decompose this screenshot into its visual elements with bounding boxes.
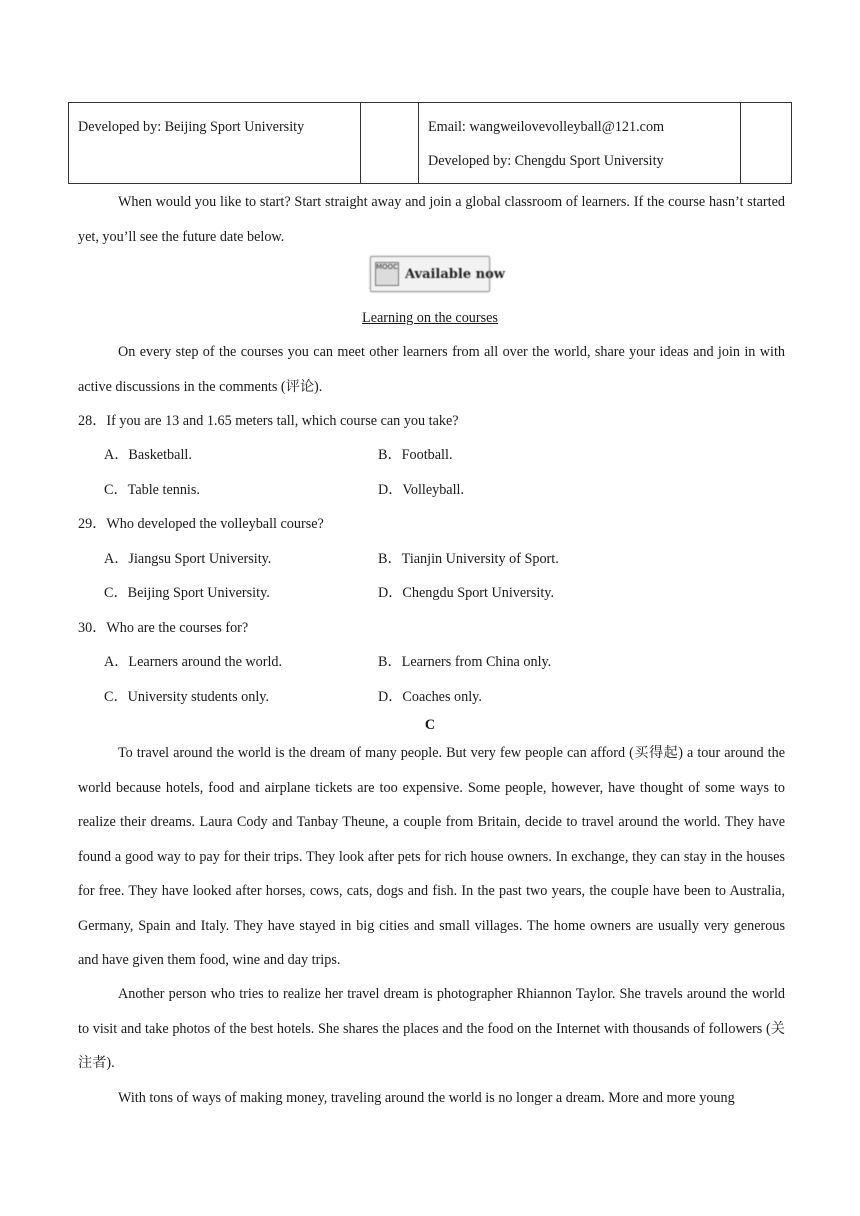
question-29: 29．Who developed the volleyball course? [78, 516, 324, 532]
table-cell-empty [741, 103, 792, 184]
passage-paragraph-1: To travel around the world is the dream of many people. But very few people can afford (买得起) a tour around the world because hotels, food and airplane tickets are too expensive. Some people, however, have thought of some ways to realize their dreams. Laura Cody and Tanbay Theune, a couple from Britain, decide to travel around the world. They have found a good way to pay for their trips. They look after pets for rich house owners. In exchange, they can stay in the houses for free. They have looked after horses, cows, cats, dogs and fish. In the past two years, the couple have been to Australia, Germany, Spain and Italy. They have stayed in big cities and small villages. The home owners are usually very generous and have given them food, wine and day trips. [78, 745, 785, 968]
course-info-table [68, 102, 792, 184]
available-now-badge[interactable] [370, 256, 505, 292]
option-a: A．Jiangsu Sport University. [104, 551, 272, 567]
option-a: A．Learners around the world. [104, 654, 283, 670]
table-cell-empty [361, 103, 419, 184]
option-b: B．Football. [378, 447, 453, 463]
developer-text: Developed by: Beijing Sport University [78, 119, 305, 135]
passage-paragraph-2: Another person who tries to realize her travel dream is photographer Rhiannon Taylor. She travels around the world to visit and take photos of the best hotels. She shares the places and the food on the Internet with thousands of followers (关注者). [78, 986, 785, 1071]
passage-paragraph-3: With tons of ways of making money, traveling around the world is no longer a dream. More and more young [118, 1090, 735, 1106]
section-heading-c: C [424, 717, 436, 733]
option-a: A．Basketball. [104, 447, 192, 463]
intro-paragraph: When would you like to start? Start straight away and join a global classroom of learners. If the course hasn’t started yet, you’ll see the future date below. [78, 194, 785, 245]
developer-text: Developed by: Chengdu Sport University [428, 153, 664, 169]
option-c: C．Table tennis. [104, 482, 200, 498]
option-d: D．Coaches only. [378, 689, 482, 705]
learning-paragraph: On every step of the courses you can meet other learners from all over the world, share your ideas and join in with active discussions in the comments (评论). [78, 344, 785, 395]
question-28: 28．If you are 13 and 1.65 meters tall, which course can you take? [78, 413, 459, 429]
learning-heading: Learning on the courses [362, 310, 498, 326]
option-c: C．Beijing Sport University. [104, 585, 270, 601]
table-cell-volleyball [419, 103, 741, 184]
option-d: D．Volleyball. [378, 482, 465, 498]
question-30: 30．Who are the courses for? [78, 620, 249, 636]
calendar-icon: MOOC [375, 262, 399, 286]
option-c: C．University students only. [104, 689, 269, 705]
option-b: B．Tianjin University of Sport. [378, 551, 559, 567]
option-b: B．Learners from China only. [378, 654, 552, 670]
badge-label: Available now [404, 266, 505, 282]
option-d: D．Chengdu Sport University. [378, 585, 555, 601]
email-text: Email: wangweilovevolleyball@121.com [428, 119, 665, 135]
table-cell-developer [69, 103, 361, 184]
